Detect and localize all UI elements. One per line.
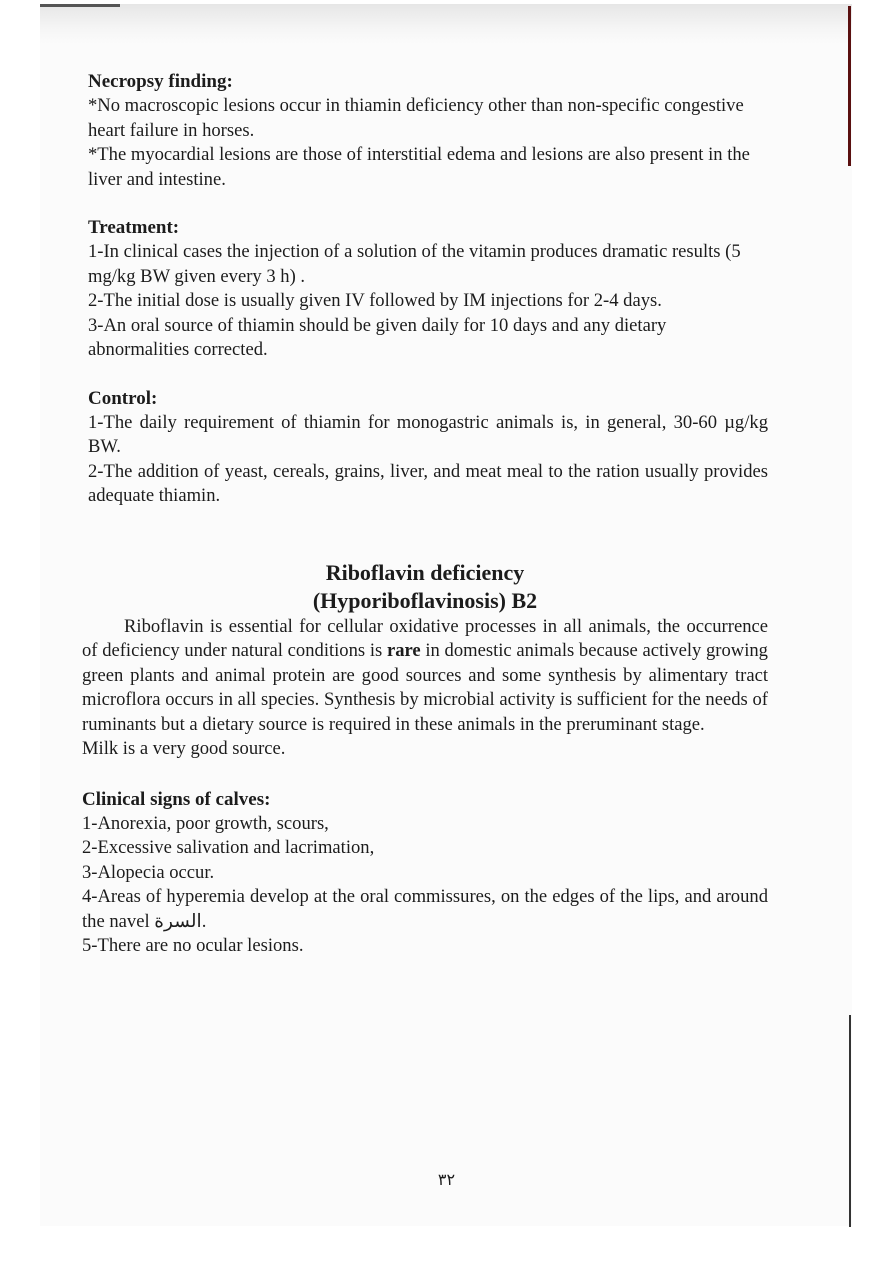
- necropsy-line-2: *The myocardial lesions are those of interstitial edema and lesions are also present in the liver and intestine.: [88, 144, 750, 190]
- page-edge-top: [848, 6, 851, 166]
- clinical-heading: Clinical signs of calves:: [82, 788, 271, 810]
- clinical-item-3: 3-Alopecia occur.: [82, 861, 215, 883]
- clinical-section: [82, 788, 768, 959]
- riboflavin-section: [82, 559, 768, 762]
- page-number: ٣٢: [437, 1170, 456, 1189]
- riboflavin-rare: rare: [386, 640, 421, 661]
- page-edge-bottom: [849, 1015, 851, 1227]
- clinical-item-2: 2-Excessive salivation and lacrimation,: [82, 837, 375, 858]
- treatment-section: [88, 216, 768, 363]
- treatment-item-3: 3-An oral source of thiamin should be given daily for 10 days and any dietary abnormalities corrected.: [88, 314, 667, 360]
- control-item-2: 2-The addition of yeast, cereals, grains, liver, and meat meal to the ration usually provides adequate thiamin.: [88, 460, 768, 506]
- riboflavin-subtitle: (Hyporiboflavinosis) B2: [312, 587, 538, 613]
- necropsy-heading: Necropsy finding:: [88, 71, 233, 92]
- control-heading: Control:: [88, 387, 158, 409]
- navel-arabic: السرة: [154, 910, 202, 932]
- treatment-item-1: 1-In clinical cases the injection of a solution of the vitamin produces dramatic results (5 mg/kg BW given every 3 h) .: [88, 241, 741, 287]
- clinical-item-4: [82, 885, 768, 934]
- riboflavin-paragraph: [82, 615, 768, 738]
- control-section: [88, 387, 768, 509]
- control-item-1: 1-The daily requirement of thiamin for monogastric animals is, in general, 30-60 µg/kg BW.: [88, 411, 768, 457]
- treatment-heading: Treatment:: [88, 217, 180, 238]
- clinical-item-1: 1-Anorexia, poor growth, scours,: [82, 812, 329, 834]
- clinical-item-4-end: .: [201, 910, 207, 932]
- clinical-item-4-text: 4-Areas of hyperemia develop at the oral commissures, on the edges of the lips, and around the navel: [82, 886, 768, 932]
- clinical-item-5: 5-There are no ocular lesions.: [82, 935, 304, 956]
- milk-line: Milk is a very good source.: [82, 738, 286, 759]
- treatment-item-2: 2-The initial dose is usually given IV followed by IM injections for 2-4 days.: [88, 290, 662, 311]
- riboflavin-title: Riboflavin deficiency: [325, 559, 525, 585]
- riboflavin-text-2: in domestic animals because actively growing green plants and animal protein are good sources and some synthesis by alimentary tract microflora occurs in all species. Synthesis by microbial activity is sufficient for the needs of ruminants but a dietary source is required in these animals in the preruminant stage.: [82, 640, 768, 735]
- riboflavin-text-1: Riboflavin is essential for cellular oxidative processes in all animals, the occurrence of deficiency under natural conditions is: [82, 615, 768, 661]
- scan-shadow: [40, 4, 852, 44]
- scan-mark: [40, 4, 120, 7]
- necropsy-line-1: *No macroscopic lesions occur in thiamin deficiency other than non-specific congestive heart failure in horses.: [88, 95, 744, 141]
- necropsy-section: [88, 70, 768, 192]
- page-content: [82, 70, 768, 959]
